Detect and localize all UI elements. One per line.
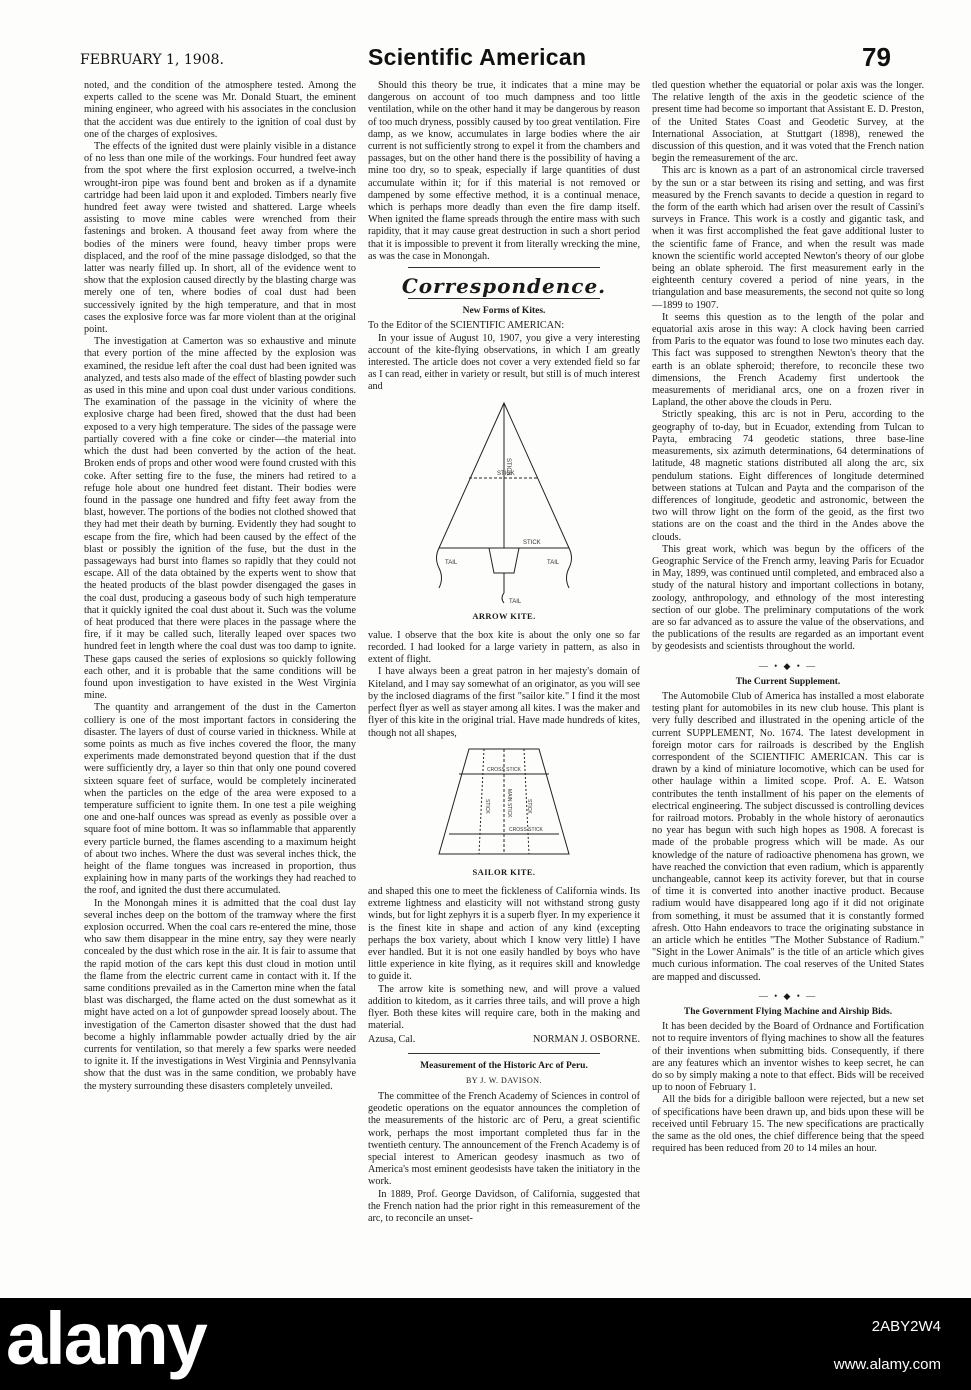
col1-paragraph: The investigation at Camerton was so exhaustive and minute that every portion of the mine affected by the explosion was examined, the residue left after the coal dust had been ignited was analyzed, and tests also made of the effect of blasting powder such as used in this mine and upon coal dust under various conditions. The examination of the passage in the vicinity of where the explosive charge had been fired, showed that the dust had been exposed to a very high temperature. The sides of the passage were partially covered with a fine coke or cinder—the material into which the dust had been converted by the action of the heat. Broken ends of props and other wood were found crusted with this coke. After setting fire to the fuse, the miners had retired to a refuge hole about one hundred feet distant. Their bodies were found in the passage one hundred and fifty feet away from the blast, however. The portions of the bodies not clothed showed that they had met their death by burning. Evidently they had sought to escape from the fire, which had been caused by the effect of the blast or possibly the ignition of the fuse, but the dust in the passageways had burst into flames so rapidly that they could not escape. All of the data obtained by the experts went to show that the heated products of the blast powder disengaged the gases in the coal dust, producing a gaseous body of such high temperature that it quickly ignited the coal dust about it. Such was the volume of heat produced that there were places in the passage where the fire, if it may be called such, literally leaped over spaces two hundred feet in length where the coal dust was too damp to ignite. These gaps caused the series of explosions so quickly following each other, and it is probable that the same conditions will be found upon investigation to have existed in the West Virginia mine. [84,336,356,702]
col1-paragraph: In the Monongah mines it is admitted that the coal dust lay several inches deep on the bottom of the tramway where the first explosion occurred. When the coal cars re-entered the mine, those who saw them disappear in the mine entry, say they were nearly concealed by the dust which rose in the air. It is fair to assume that the rapid motion of the cars kept this dust cloud in motion until the flame from the electric current came in contact with it. If the same conditions prevailed as in the Camerton mine when the fatal blast was discharged, the flame acted on the dust somewhat as it might have acted on a lot of gunpowder spread loosely about. The investigation of the Camerton disaster showed that the dust had become a highly inflammable powder actually dried by the air currents for ventilation, so that merely a few sparks were needed to ignite it. If the investigations in West Virginia and Pennsylvania show that the dust was in the same condition, we probably have the mystery surrounding these disasters completely unveiled. [84,897,356,1092]
ornament-divider: — • ◆ • — [758,990,818,1001]
sailor-crossstick-label: CROSS STICK [509,826,543,833]
column-2 [368,80,640,1225]
arrow-stick-label: STICK [497,470,515,477]
supplement-heading: The Current Supplement. [735,676,841,687]
section-divider [408,1053,600,1054]
mine-theory-paragraph: Should this theory be true, it indicates that a mine may be dangerous on account of too much dampness and too little ventilation, while on the other hand it may be dangerous by reason of too much dryness, possibly caused by too great ventilation. Fire damp, as we know, accumulates in large bodies where the air current is not sufficiently strong to expel it from the chambers and passages, but on the other hand there is the possibility of having a mine too dry, so to speak, especially if large quantities of dust accumulate within it; for if this material is not removed or dampened by some effective method, it is a continual menace, which is perhaps more deadly than even the fire damp itself. When ignited the flame spreads through the entire mass with such rapidity, that it may cause great destruction in such a short period that it is impossible to prevent it from literally wrecking the mine, as was the case in Monongah. [368,80,640,262]
kites-salutation: To the Editor of the SCIENTIFIC AMERICAN: [368,320,565,332]
arc-paragraph: tled question whether the equatorial or polar axis was the longer. The relative length of the axis in the geodetic science of the present time had become so important that Assistant E. D. Preston, of the United States Coast and Geodetic Survey, at the International Association, at Stuttgart (1898), renewed the discussion of this question, and it was voted that the French nation begin the remeasurement of the arc. [652,80,924,165]
col1-paragraph: The effects of the ignited dust were plainly visible in a distance of no less than one mile of the workings. Four hundred feet away from the spot where the first explosion occurred, a twelve-inch wrought-iron pipe was found bent and broken as if a dynamite cartridge had been laid upon it and exploded. Timbers nearly five hundred feet away were twisted and shattered. Large wheels assisting to move mine cables were wrenched from their fastenings and broken. A thousand feet away from where the bodies of the miners were found, heavy timber props were displaced, and the roof of the mine passage dislodged, so that the latter was nearly filled up. In short, all of the evidence went to show that the explosion caused directly by the blasting charge was merely one of ten, where bodies of coal dust had been successively ignited by the high temperature, and that in most cases the explosive force was far more violent than at the original point. [84,141,356,336]
government-bids-paragraph: All the bids for a dirigible balloon were rejected, but a new set of specifications have been drawn up, and bids upon these will be received until February 15. The new specifications are practically the same as the old ones, the chief difference being that the speed required has been reduced from 20 to 14 miles an hour. [652,1094,924,1155]
section-divider [408,298,600,299]
col1-paragraph: noted, and the condition of the atmosphere tested. Among the experts called to the scene was Mr. Donald Stuart, the eminent mining engineer, who agreed with his associates in the conclusion that the accident was due entirely to the ignition of coal dust by one of the charges of explosives. [84,80,356,140]
sailor-crossstick-label: CROSS STICK [487,766,521,773]
sailor-mainstick-label: MAIN STICK [506,788,512,818]
masthead-title: Scientific American [368,44,587,70]
kites-paragraph: In your issue of August 10, 1907, you give a very interesting account of the kite-flying observations, in which I am greatly interested. The article does not cover a very extended field so far as I can read, either in variety or result, but still is of much interest and [368,332,640,393]
arrow-tail-label: TAIL [547,559,560,566]
government-bids-heading: The Government Flying Machine and Airship Bids. [683,1007,893,1018]
arc-paragraph: Strictly speaking, this arc is not in Peru, according to the geography of to-day, but in Ecuador, extending from Tulcan to Payta, embracing 74 geodetic stations, three base-line measurements, six azimuth determinations, 64 determinations of latitude, 48 magnetic stations distributed all along the arc, six pendulum stations. Eight differences of longitude determined between stations at Tulcan and Payta and the comparison of the differences of longitude, geodetic and astronomic, between the two will throw light on the form of the geoid, as the first two stations are on the coast and the third in the Andes above the clouds. [652,409,924,543]
supplement-paragraph: The Automobile Club of America has installed a most elaborate testing plant for automobiles in its new club house. This plant is very fully described and illustrated in the opening article of the current SUPPLEMENT, No. 1674. The latest development in foreign motor cars for railroads is described by the English correspondent of the SCIENTIFIC AMERICAN. This car is drawn by a kind of miniature locomotive, which can be used for other haulage within a limited scope. Prof. A. E. Watson contributes the tenth installment of his paper on the elements of electrical engineering. The subject discussed is controlling devices for railroad motors. Probably in the whole history of aeronautics no year has begun with such high hopes as 1908. A forecast is made of the probable progress which will be made. As our knowledge of the nature of radioactive phenomena has grown, we have reached the conviction that even radium, which is apparently unchangeable, cannot keep its activity forever, but that in course of time it is converted into another inactive product. Because radium would have disappeared long ago if it did not originate from something, it must be assumed that it is constantly formed afresh. Otto Hahn endeavors to trace the originating substance in an article which he entitles "The Mother Substance of Radium." "Sight in the Lower Animals" is the title of an article which gives much curious information. The coal reserves of the United States are mapped and discussed. [652,690,924,983]
col1-paragraph: The quantity and arrangement of the dust in the Camerton colliery is one of the most important factors in considering the disaster. The layers of dust of course varied in thickness. While at some points as much as five inches covered the floor, the many experiments made demonstrated beyond question that if the dust were sufficiently dry, a layer so thin that only one pound covered sixteen square feet of surface, would be completely incinerated when the particles on the edge of the area were exposed to a temperature sufficient to ignite them. In one test a pile weighing one and one-half ounces was spread as evenly as possible over a square foot of mine bottom. It was so inflammable that apparently every particle burned, the flames ascending to a maximum height of about two inches. Where the dust was several inches thick, the height of the flame tongues was increased in proportion, thus explaining how in many parts of the workings they had reached to the roof, and ignited the dust there accumulated. [84,702,356,897]
arc-paragraph: This arc is known as a part of an astronomical circle traversed by the sun or a star between its rising and setting, and was first measured by the French savants to decide a question in regard to the form of the earth which had arisen over the result of Cassini's surveys in France. This work is a costly and gigantic task, and when it was first accomplished the feat gave additional luster to the scientific fame of France, and when the result was made known the scientific world accepted Newton's theory of our globe being an oblate spheroid. The first measurement early in the eighteenth century covered a period of nine years, in the triangulation and base measurements, the second not quite so long—1899 to 1907. [652,165,924,311]
ornament-divider: — • ◆ • — [758,660,818,671]
arrow-kite-caption: ARROW KITE. [472,610,536,621]
arrow-stick-label: STICK [523,539,541,546]
arc-paragraph: It seems this question as to the length of the polar and equatorial axis arose in this way: A clock having been carried from Paris to the equator was found to lose two minutes each day. This fact was supposed to strengthen Newton's theory that the earth is an oblate spheroid; therefore, to reconcile these two dimensions, the French Academy first undertook the measurements of meridianal arcs, one on a frozen river in Lapland, the other above the clouds in Peru. [652,311,924,409]
kites-heading: New Forms of Kites. [462,306,546,317]
correspondence-heading: Correspondence. [401,274,607,299]
kites-paragraph: The arrow kite is something new, and will prove a valued addition to kitedom, as it carries three tails, and will prove a high flyer. Both these kites will require care, both in the making and material. [368,983,640,1032]
signature-place: Azusa, Cal. [368,1034,416,1046]
sailor-stick-label: STICK [526,798,532,814]
arc-paragraph: In 1889, Prof. George Davidson, of California, suggested that the French nation had the prior right in this remeasurement of the arc, to reconcile an unset- [368,1188,640,1224]
kites-paragraph: I have always been a great patron in her majesty's domain of Kiteland, and I may say somewhat of an originator, as you will see by the inclosed diagrams of the first "sailor kite." I find it the most perfect flyer as well as stayer among all kites. I was the maker and flyer of this kite in the original trial. Have made hundreds of kites, though not all shapes, [368,666,640,739]
letter-signature [368,1034,640,1046]
sailor-stick-label: STICK [484,798,490,814]
arrow-tail-label: TAIL [445,559,458,566]
column-1 [84,80,356,1093]
signature-name: NORMAN J. OSBORNE. [533,1034,640,1046]
issue-date: FEBRUARY 1, 1908. [80,52,224,68]
kites-paragraph: and shaped this one to meet the fickleness of California winds. Its extreme lightness and elasticity will not withstand strong gusty winds, but for light zephyrs it is a superb flyer. In my experience it is the finest kite in shape and action of any kind (excepting perhaps the box variety, about which I know very little) I have ever handled. But it is not one easily handled by boys who have little experience in kite flying, as it requires skill and knowledge to guide it. [368,885,640,983]
arrow-stick-label: STICK [505,457,511,476]
sailor-kite-caption: SAILOR KITE. [472,866,536,877]
sailor-kite-diagram [429,744,579,864]
watermark-url: www.alamy.com [833,1356,941,1373]
page-number: 79 [862,42,891,72]
image-id: 2ABY2W4 [871,1318,941,1335]
column-3 [652,80,924,1155]
arc-paragraph: This great work, which was begun by the officers of the Geographic Service of the French army, leaving Paris for Ecuador in May, 1899, was continued until completed, and embraced also a study of the natural history and important collections in botany, zoology, anthropology, and ethnology of the most interesting section of our globe. The preliminary computations of the work are so far advanced as to assure the value of the observations, and the publications of the results are regarded as an important event by geodesists and scientists throughout the world. [652,543,924,653]
arc-byline: BY J. W. DAVISON. [465,1075,543,1085]
alamy-logo: alamy [6,1297,206,1380]
section-divider [408,267,600,268]
arrow-kite-diagram [419,398,589,608]
kites-paragraph: value. I observe that the box kite is about the only one so far recorded. I had looked for a large variety in pattern, as also in extent of flight. [368,629,640,666]
government-bids-paragraph: It has been decided by the Board of Ordnance and Fortification not to require inventors of flying machines to show all the features of their inventions when submitting bids. Consequently, if there are any features which an inventor wishes to keep secret, he can do so by simply making a note to that effect. Bids will be received up to noon of February 1. [652,1021,924,1094]
arc-paragraph: The committee of the French Academy of Sciences in control of geodetic operations on the equator announces the completion of the measurements of the historic arc of Peru, a great scientific work, perhaps the most important completed thus far in the twentieth century. The announcement of the French Academy is of special interest to American geodesy inasmuch as two of America's most eminent geodesists have taken the initiatory in the work. [368,1090,640,1188]
arc-heading: Measurement of the Historic Arc of Peru. [420,1060,588,1071]
arrow-tail-label: TAIL [509,598,522,605]
